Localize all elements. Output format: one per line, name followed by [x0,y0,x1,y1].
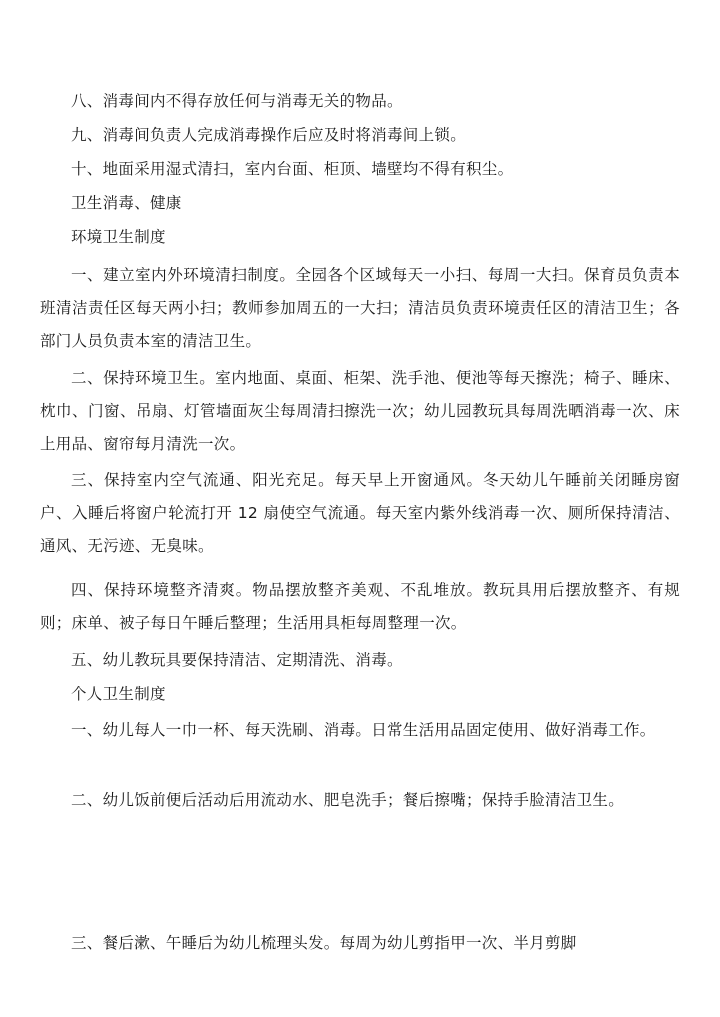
paragraph-env-5: 五、幼儿教玩具要保持清洁、定期清洗、消毒。 [71,651,403,669]
paragraph-personal-3: 三、餐后漱、午睡后为幼儿梳理头发。每周为幼儿剪指甲一次、半月剪脚 [71,934,577,952]
section-heading-environment: 环境卫生制度 [71,228,166,246]
section-heading-hygiene: 卫生消毒、健康 [71,194,182,212]
paragraph-env-1: 一、建立室内外环境清扫制度。全园各个区域每天一小扫、每周一大扫。保育员负责本班清洁责任区每天两小扫；教师参加周五的一大扫；清洁员负责环境责任区的清洁卫生；各部门人员负责本室的清洁卫生。 [40,266,680,350]
paragraph-rule-9: 九、消毒间负责人完成消毒操作后应及时将消毒间上锁。 [71,126,467,144]
paragraph-env-3: 三、保持室内空气流通、阳光充足。每天早上开窗通风。冬天幼儿午睡前关闭睡房窗户、入睡后将窗户轮流打开 12 扇使空气流通。每天室内紫外线消毒一次、厕所保持清洁、通风、无污迹、无臭味。 [40,471,680,555]
paragraph-env-4: 四、保持环境整齐清爽。物品摆放整齐美观、不乱堆放。教玩具用后摆放整齐、有规则；床单、被子每日午睡后整理；生活用具柜每周整理一次。 [40,581,680,632]
paragraph-rule-8: 八、消毒间内不得存放任何与消毒无关的物品。 [71,92,403,110]
paragraph-env-2: 二、保持环境卫生。室内地面、桌面、柜架、洗手池、便池等每天擦洗；椅子、睡床、枕巾、门窗、吊扇、灯管墙面灰尘每周清扫擦洗一次；幼儿园教玩具每周洗晒消毒一次、床上用品、窗帘每月清洗一次。 [40,369,680,453]
paragraph-rule-10: 十、地面采用湿式清扫，室内台面、柜顶、墙壁均不得有积尘。 [71,160,514,178]
paragraph-personal-2: 二、幼儿饭前便后活动后用流动水、肥皂洗手；餐后擦嘴；保持手脸清洁卫生。 [71,791,625,809]
paragraph-personal-1: 一、幼儿每人一巾一杯、每天洗刷、消毒。日常生活用品固定使用、做好消毒工作。 [71,721,656,739]
section-heading-personal: 个人卫生制度 [71,685,166,703]
